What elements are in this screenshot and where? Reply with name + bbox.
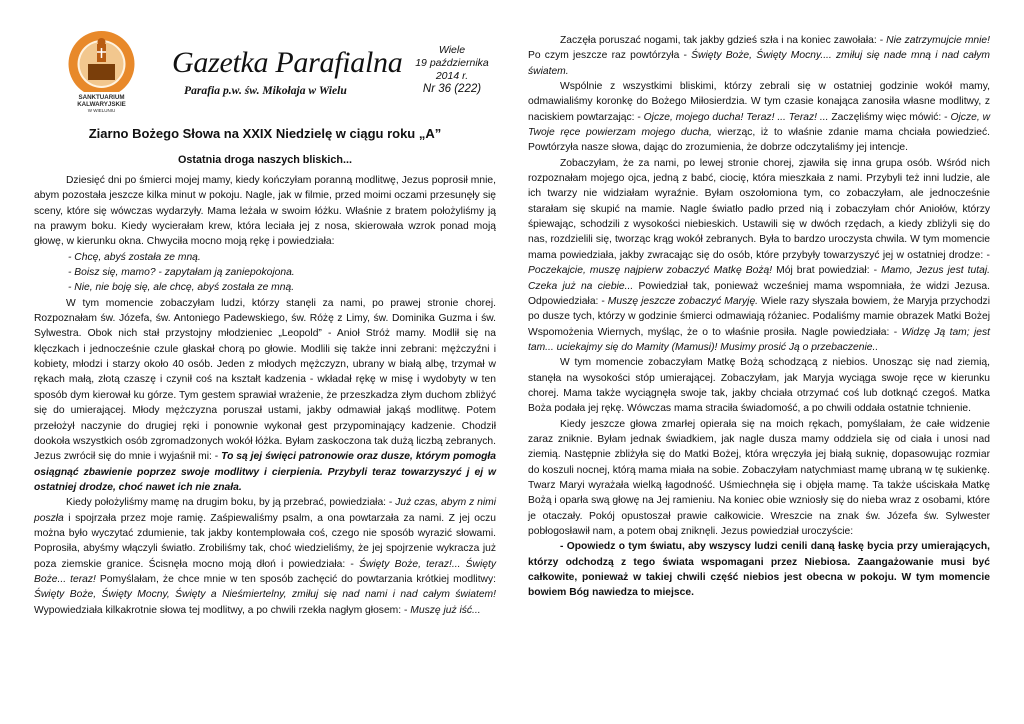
paragraph: Wspólnie z wszystkimi bliskimi, którzy zebrali się w ostatniej godzinie wokół mamy, odmawialiśmy koronkę do Bożego Miłosierdzia. W tym czasie konająca zanosiła własne modlitwy, z naciskiem powtarzając: - Ojcze, mojego ducha! Teraz! ... Teraz! ... Zaczęliśmy więc mówić: - Ojcze, w Twoje ręce powierzam mojego ducha, wierząc, iż to właśnie zdanie mama chciała powiedzieć. Powtórzyła nasze słowa, dając do zrozumienia, że dobrze odczytaliśmy jej intencje.: [528, 81, 991, 154]
article-title: Ziarno Bożego Słowa na XXIX Niedzielę w ciągu roku „A”: [88, 126, 442, 141]
svg-text:KALWARYJSKIE: KALWARYJSKIE: [77, 101, 126, 108]
paragraph: Zobaczyłam, że za nami, po lewej stronie chorej, zjawiła się inna grupa osób. Wśród nich rozpoznałam mojego ojca, jedną z babć, ciocię, która mieszkała z nami. Przybyli też inni ludzie, ale ich twarzy nie widziałam wyraźnie. Byłam oszołomiona tym, co zobaczyłam, ale jednocześnie starałam się skupić na mamie. Nagle światło padło przed nią i zobaczyłam chór Aniołów, którzy śpiewając, schodzili z wysokości niebieskich. Ustawili się w dwóch rzędach, a kiedy zbliżyli się do nas, rozdzielili się, tworząc krąg wokół zebranych. Była to bardzo uroczysta chwila. W tym momencie mama powiedziała, jakby zwracając się do osób, które przybyły towarzyszyć jej w ostatniej drodze: - Poczekajcie, muszę najpierw zobaczyć Matkę Bożą! Mój brat powiedział: - Mamo, Jezus jest tutaj. Czeka już na ciebie... Powiedział tak, ponieważ wcześniej mama wspomniała, że widzi Jezusa. Odpowiedziała: - Muszę jeszcze zobaczyć Maryję. Wiele razy słyszała bowiem, że Maryja przychodzi po dusze tych, którzy w godzinie śmierci odmawiają różaniec. Podaliśmy mamie obrazek Matki Bożej Wspomożenia Wiernych, myśląc, że o to właśnie prosiła. Nagle powiedziała: - Widzę Ją tam; jest tam... uciekajmy się do Mamity (Mamusi)! Musimy prosić Ją o przebaczenie..: [528, 157, 991, 353]
svg-text:W WIELUNIU: W WIELUNIU: [87, 108, 116, 113]
issue-info: [412, 44, 492, 96]
issue-place: Wiele: [438, 44, 466, 56]
paragraph: Kiedy położyliśmy mamę na drugim boku, by ją przebrać, powiedziała: - Już czas, abym z nimi poszła i spojrzała przez moje ramię. Zaśpiewaliśmy psalm, a ona powtarzała za nami. Z jej oczu można było wyczytać zdumienie, tak jakby kontemplowała coś, czego nie sposób wyrazić słowami. Poprosiła, abyśmy włączyli światło. Zrobiliśmy tak, choć wiedzieliśmy, że jej spojrzenie wykracza już poza ziemskie granice. Ścisnęła mocno moją dłoń i powiedziała: - Święty Boże, teraz!... Święty Boże... teraz! Pomyślałam, że chce mnie w ten sposób zachęcić do powtarzania krótkiej modlitwy: Święty Boże, Święty Mocny, Święty a Nieśmiertelny, zmiłuj się nad nami i nad całym światem! Wypowiedziała kilkakrotnie słowa tej modlitwy, a po chwili rzekła nagłym głosem: - Muszę już iść...: [34, 497, 496, 616]
issue-year: 2014 r.: [435, 70, 469, 82]
issue-number: Nr 36 (222): [422, 83, 482, 95]
paragraph: Zaczęła poruszać nogami, tak jakby gdzieś szła i na koniec zawołała: - Nie zatrzymujcie mnie! Po czym jeszcze raz powtórzyła - Święty Boże, Święty Mocny.... zmiłuj się nade mną i nad całym światem.: [528, 35, 990, 77]
svg-text:SANKTUARIUM: SANKTUARIUM: [78, 94, 125, 101]
article-body-left: [34, 173, 496, 618]
dialogue-line: - Boisz się, mamo? - zapytałam ją zaniepokojona.: [68, 267, 295, 279]
gazette-title: Gazetka Parafialna: [172, 46, 403, 79]
paragraph: W tym momencie zobaczyłam ludzi, którzy stanęli za nami, po prawej stronie chorej. Rozpoznałam św. Józefa, św. Antoniego Padewskiego, św. Różę z Limy, św. Dominika Guzma i św. Sylwestra. Obok nich stał przystojny młodzieniec „Leopold” - Anioł Stróż mamy. Modlił się na klęczkach i jednocześnie czule głaskał chorą po głowie. Modlili się także inni zebrani: mężczyźni i kobiety, młodzi i starzy około 40 osób. Jeden z młodych mężczyzn, ubrany w białą albę, trzymał w rękach małą, złotą czaszę i czynił coś na kształt kadzenia - wkładał rękę w misę i wydobyty w ten sposób dym kierował ku górze. Tym gestem sprawiał wrażenie, że przeszkadza złym duchom zbliżyć się do umierającej. Młody mężczyzna poruszał ustami, jakby odmawiał jakąś modlitwę. Potem przełożył naczynie do drugiej ręki i ponownie wykonał gest przypominający kadzenie. Chodził dookoła wszystkich osób zgromadzonych wokół łóżka. Byłam zaskoczona tak dużą liczbą zebranych. Jezus zwrócił się do mnie i wyjaśnił mi: - To są jej święci patronowie oraz dusze, którym pomogła osiągnąć zbawienie poprzez swoje modlitwy i cierpienia. Przybyli teraz towarzyszyć j ej w ostatniej drodze, choć nawet ich nie znała.: [34, 297, 496, 493]
dialogue-line: - Chcę, abyś została ze mną.: [68, 251, 201, 263]
article-subtitle: Ostatnia droga naszych bliskich...: [178, 154, 352, 166]
article-body-right: [528, 33, 990, 601]
paragraph: Kiedy jeszcze głowa zmarłej opierała się na moich rękach, pomyślałam, że całe widzenie zaraz zniknie. Byłam jednak świadkiem, jak nagle dusza mamy oddziela się od ciała i unosi nad ziemią. Następnie zbliżyła się do Matki Bożej, która wręczyła jej białą suknię, dopasowując rozmiar do koszuli nocnej, którą mama miała na sobie. Zobaczyłam natychmiast mamę ubraną w tę sukienkę. Twarz Maryi wyrażała wielką łagodność. Uśmiechnęła się i objęła mamę. Ta także uściskała Matkę Bożą i oparła swą głowę na Jej ramieniu. Na koniec obie wzniosły się do nieba wraz z osobami, które je otaczały. Pokój opustoszał prawie całkowicie. Wreszcie na znak św. Józefa św. Sylwester pobłogosławił nam, a potem obaj zniknęli. Jezus powiedział uroczyście:: [528, 418, 990, 537]
paragraph: W tym momencie zobaczyłam Matkę Bożą schodzącą z niebios. Unosząc się nad ziemią, stanęła na wysokości stóp umierającej. Zobaczyłam, jak Maryja wyciąga swoje ręce w kierunku chorej. Mama także wyciągnęła swoje tak, jakby chciała otrzymać coś lub dotknąć czegoś. Matka Boża podała jej rękę. Wówczas mama straciła świadomość, a po chwili oddała ostatnie tchnienie.: [528, 357, 990, 415]
issue-date: 19 października: [415, 57, 489, 69]
left-column: [34, 0, 496, 616]
dialogue-line: - Nie, nie boję się, ale chcę, abyś została ze mną.: [68, 282, 295, 294]
gazette-subtitle: Parafia p.w. św. Mikołaja w Wielu: [184, 84, 347, 97]
paragraph: Dziesięć dni po śmierci mojej mamy, kiedy kończyłam poranną modlitwę, Jezus poprosił mnie, abym pozostała jeszcze kilka minut w pokoju. Nagle, jak w filmie, przed moimi oczami przesunęły się sceny, które się wówczas wydarzyły. Mama leżała w swoim łóżku. Właśnie z bratem położyliśmy ją na prawym boku. Kiedy wycierałam krew, która leciała jej z nosa, skierowała wzrok ponad moją głowę, w kierunku okna. Chwyciła mocno moją rękę i powiedziała:: [34, 175, 496, 248]
parish-logo: [64, 30, 139, 114]
closing-quote: - Opowiedz o tym światu, aby wszyscy ludzi cenili daną łaskę bycia przy umierających, którzy odchodzą z tego świata wspomagani przez Niebiosa. Zaangażowanie musi być całkowite, ponieważ w takiej chwili część niebios jest obecna w pokoju. W tym momencie bowiem Bóg nawiedza to miejsce.: [528, 541, 990, 599]
masthead: [34, 0, 496, 120]
